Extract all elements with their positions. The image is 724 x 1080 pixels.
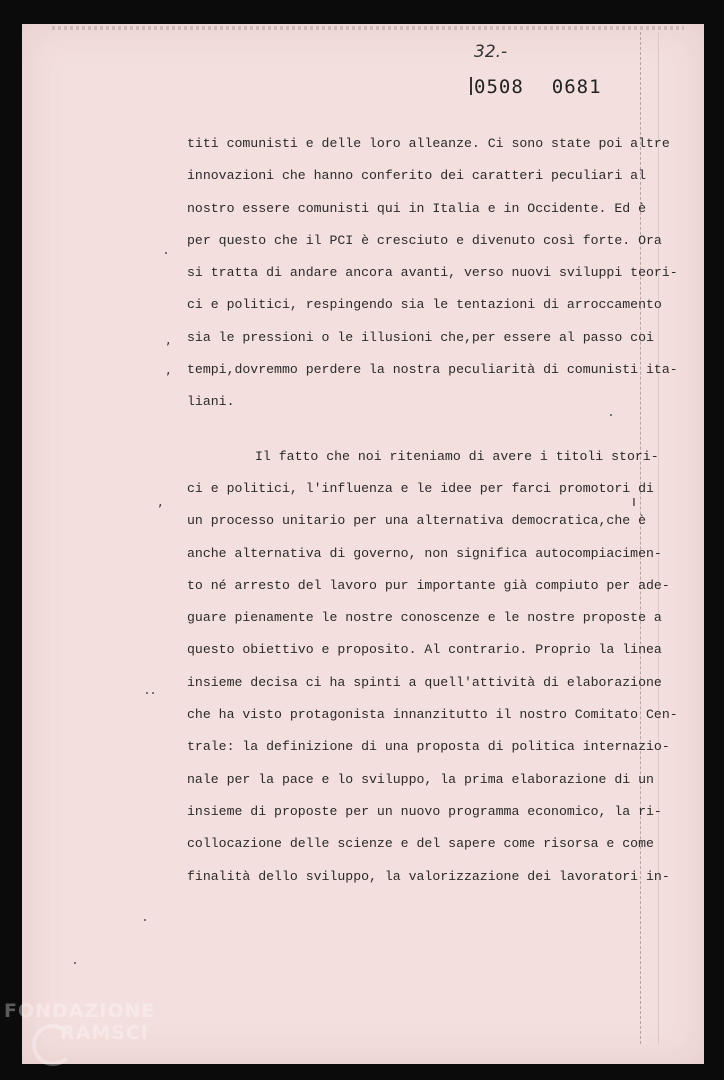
archive-code-b: 0681: [551, 76, 602, 98]
text-line: innovazioni che hanno conferito dei caratteri peculiari al: [187, 168, 646, 184]
margin-dot: [74, 962, 76, 964]
paragraph: [187, 441, 678, 893]
paragraph-gap: [187, 419, 637, 441]
text-line: anche alternativa di governo, non significa autocompiacimen-: [187, 545, 662, 561]
document-page: [22, 24, 704, 1064]
margin-dot: [152, 692, 154, 694]
text-line: finalità dello sviluppo, la valorizzazione dei lavoratori in-: [187, 868, 670, 884]
watermark-g-shape: [32, 1024, 74, 1066]
page-number: 32.-: [474, 42, 508, 62]
text-line: collocazione delle scienze e del sapere come risorsa e come: [187, 836, 654, 852]
text-line: liani.: [187, 394, 235, 410]
text-line: che ha visto protagonista innanzitutto il nostro Comitato Cen-: [187, 707, 678, 723]
page-top-edge: [52, 26, 684, 30]
text-line: per questo che il PCI è cresciuto e divenuto così forte. Ora: [187, 232, 662, 248]
paragraph: [187, 128, 678, 419]
text-line: insieme di proposte per un nuovo programma economico, la ri-: [187, 803, 662, 819]
text-line: trale: la definizione di una proposta di politica internazio-: [187, 739, 670, 755]
text-line: tempi,dovremmo perdere la nostra peculiarità di comunisti ita-: [187, 362, 678, 378]
text-line: sia le pressioni o le illusioni che,per essere al passo coi: [187, 329, 654, 345]
margin-tick: ,: [158, 494, 163, 510]
text-line: titi comunisti e delle loro alleanze. Ci sono state poi altre: [187, 136, 670, 151]
text-line: Il fatto che noi riteniamo di avere i titoli stori-: [255, 448, 659, 464]
text-line: un processo unitario per una alternativa democratica,che è: [187, 513, 646, 529]
stamp-bar: [470, 77, 472, 95]
text-line: si tratta di andare ancora avanti, verso nuovi sviluppi teori-: [187, 265, 678, 281]
margin-tick: ,: [166, 332, 171, 348]
fold-line-secondary: [658, 32, 659, 1044]
margin-dot: [146, 692, 148, 694]
margin-dot: [144, 919, 146, 921]
text-line: guare pienamente le nostre conoscenze e le nostre proposte a: [187, 610, 662, 626]
text-line: nale per la pace e lo sviluppo, la prima elaborazione di un: [187, 771, 654, 787]
text-line: ci e politici, respingendo sia le tentazioni di arroccamento: [187, 297, 662, 313]
text-line: nostro essere comunisti qui in Italia e in Occidente. Ed è: [187, 200, 646, 216]
watermark-line-2: RAMSCI: [60, 1022, 149, 1044]
margin-tick: ı: [632, 494, 636, 510]
archive-stamp: [470, 76, 602, 98]
text-line: questo obiettivo e proposito. Al contrario. Proprio la linea: [187, 642, 662, 658]
margin-dot: [165, 252, 167, 254]
watermark-line-1: FONDAZIONE: [4, 1000, 156, 1022]
archive-code-a: 0508: [474, 76, 524, 98]
margin-tick: ,: [166, 362, 171, 378]
document-body: [187, 128, 678, 893]
text-line: insieme decisa ci ha spinti a quell'attività di elaborazione: [187, 674, 662, 690]
text-line: ci e politici, l'influenza e le idee per farci promotori di: [187, 480, 654, 496]
fondazione-gramsci-watermark: [4, 1000, 155, 1044]
fold-line: [640, 32, 641, 1044]
text-line: to né arresto del lavoro pur importante già compiuto per ade-: [187, 577, 670, 593]
